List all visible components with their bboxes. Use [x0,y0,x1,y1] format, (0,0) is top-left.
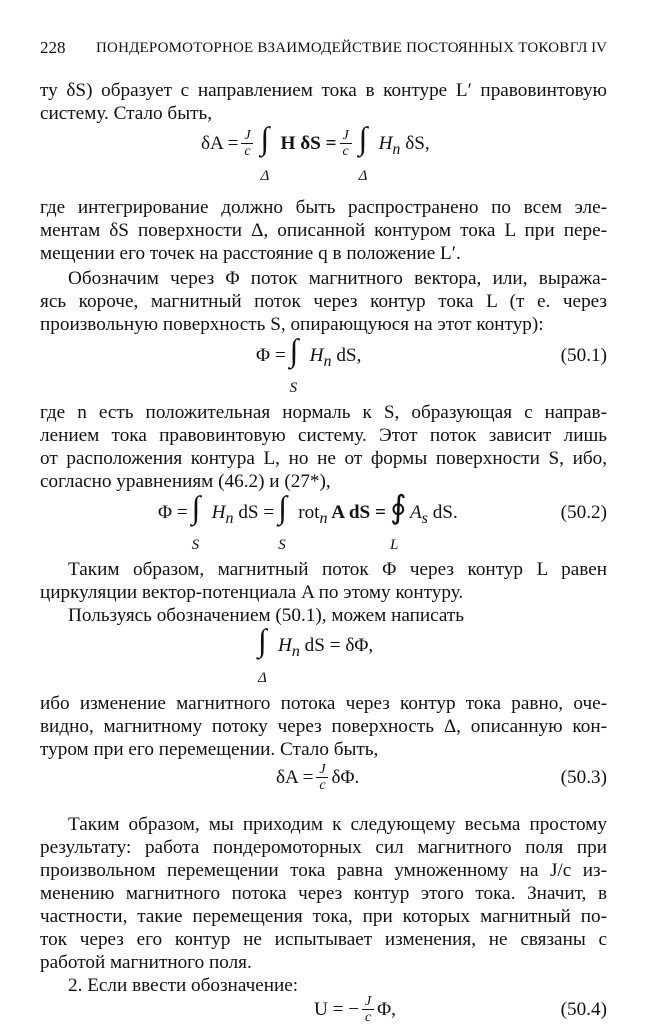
contour-integral-sign: ∮ L [389,489,407,553]
eq-sub: n [392,140,401,158]
fraction [241,128,253,159]
text-line: Таким образом, магнитный поток Φ через контур L равен [68,559,607,580]
text-line: видно, магнитному потоку через поверхность Δ, описанную кон- [40,716,607,737]
text-line: Пользуясь обозначением (50.1), можем написать [68,605,465,626]
frac-num: J [244,128,251,143]
integral-limit: Δ [260,168,270,184]
eq-sub: n [291,642,300,660]
equation-50-2 [40,489,607,567]
page-number: 228 [40,38,66,57]
eq-term: δΦ. [331,767,360,788]
eq-term: H [211,502,226,523]
text-line: лением тока правовинтовую систему. Этот поток зависит лишь [40,425,607,446]
eq-term: dS = [233,502,275,523]
text-line: произвольном перемещении тока равна умноженному на J/c из- [40,860,607,881]
eq-sub: s [421,509,428,527]
text-line: частности, такие перемещения тока, при которых магнитный по- [40,906,607,927]
integral-limit: S [278,537,286,553]
text-line: результату: работа пондеромоторных сил магнитного поля при [40,837,607,858]
eq-term: A dS = [327,502,386,523]
integral-limit: S [289,380,298,396]
integral-limit: Δ [358,168,368,184]
text-line: от расположения контура L, но не от формы поверхности S, ибо, [40,448,607,469]
integral-limit: Δ [258,670,267,686]
eq-term: rot [298,502,320,523]
equation-50-4 [40,994,607,1025]
text-line: Обозначим через Φ поток магнитного вектора, или, выража- [68,268,607,289]
equation-number: (50.1) [560,345,607,366]
integral-sign: ∫ Δ [358,120,368,184]
text-line: произвольную поверхность S, опирающуюся на этот контур): [40,314,544,335]
eq-sub: n [323,352,332,370]
frac-num: J [364,994,372,1009]
eq-term: dS = δΦ, [299,635,374,656]
integral-sign: ∫ Δ [260,120,270,184]
integral-sign: ∫ S [191,489,201,553]
frac-den: c [364,1010,372,1025]
text-line: где n есть положительная нормаль к S, образующая с направ- [40,402,607,423]
fraction [362,994,374,1025]
text-line: Таким образом, мы приходим к следующему весьма простому [68,814,607,835]
eq-term: H [378,133,393,154]
equation-50-1 [40,332,607,410]
text-line: ментам δS поверхности Δ, описанной контуром тока L при пере- [40,220,607,241]
text-line: менению магнитного потока через контур этого тока. Значит, в [40,883,607,904]
eq-sub: n [225,509,234,527]
integral-sign: ∫ S [278,489,287,553]
text-line: мещении его точек на расстояние q в положение L′. [40,243,461,264]
eq-term: dS, [331,345,362,366]
integral-limit: S [191,537,200,553]
eq-sub: n [319,509,328,527]
text-line: согласно уравнениям (46.2) и (27*), [40,471,331,492]
equation-number: (50.3) [560,767,607,788]
eq-lhs: U = − [314,999,360,1020]
text-line: систему. Стало быть, [40,103,213,124]
frac-num: J [319,762,326,777]
text-line: циркуляции вектор-потенциала A по этому контуру. [40,582,464,603]
integral-sign: ∫ Δ [258,622,267,686]
frac-num: J [342,128,349,143]
eq-lhs: Φ = [256,345,286,366]
chapter-label: ГЛ IV [569,40,607,56]
equation-number: (50.2) [560,502,607,523]
equation-flux-change [40,622,607,700]
text-line: работой магнитного поля. [40,952,252,973]
eq-lhs: δA = [276,767,314,788]
equation-delta-a [40,120,607,198]
frac-den: c [319,778,326,793]
frac-den: c [244,144,251,159]
integral-limit: L [389,537,399,553]
fraction [340,128,352,159]
text-line: туром при его перемещении. Стало быть, [40,739,379,760]
equation-number: (50.4) [560,999,607,1020]
eq-lhs: δA = [201,133,239,154]
eq-term: H [309,345,324,366]
eq-term: dS. [427,502,458,523]
running-title: ПОНДЕРОМОТОРНОЕ ВЗАИМОДЕЙСТВИЕ ПОСТОЯННЫХ ТОКОВ [96,40,570,56]
text-line: где интегрирование должно быть распространено по всем эле- [40,197,607,218]
eq-term: H δS = [280,133,337,154]
text-line: 2. Если ввести обозначение: [68,975,299,996]
eq-term: H [278,635,292,656]
eq-term: δS, [400,133,430,154]
eq-term: A [409,502,422,523]
frac-den: c [342,144,349,159]
text-line: ту δS) образует с направлением тока в контуре L′ правовинтовую [40,80,607,101]
eq-lhs: Φ = [158,502,188,523]
fraction [316,762,328,793]
text-line: ибо изменение магнитного потока через контур тока равно, оче- [40,693,607,714]
eq-term: Φ, [377,999,396,1020]
text-line: ток через его контур не испытывает изменения, не связаны с [40,929,607,950]
integral-sign: ∫ S [289,332,299,396]
text-line: ясь короче, магнитный поток через контур тока L (т е. через [40,291,607,312]
